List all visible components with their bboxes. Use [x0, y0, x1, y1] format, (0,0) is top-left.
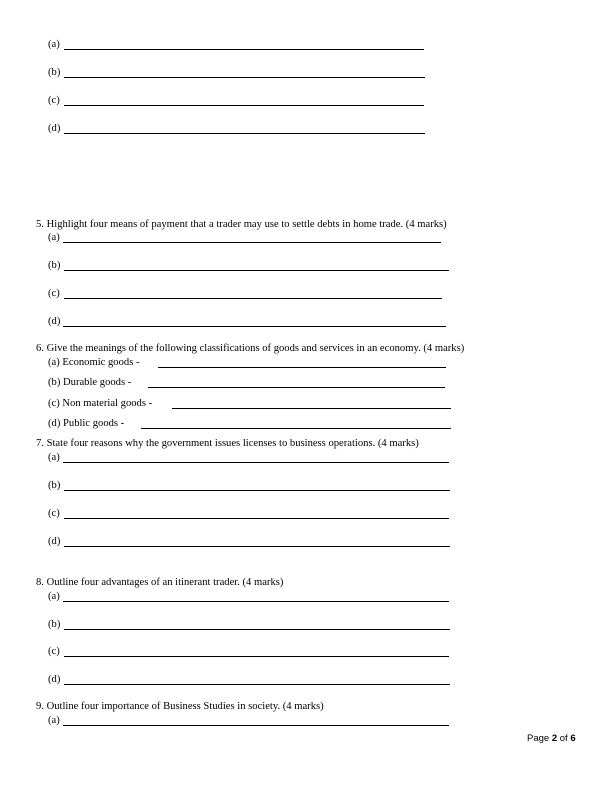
answer-underline: [64, 546, 450, 547]
definition-line-economic-goods[interactable]: [48, 356, 140, 370]
answer-label: (c): [48, 95, 60, 106]
answer-line-d[interactable]: [48, 315, 60, 329]
answer-underline: [64, 629, 450, 630]
answer-label: (b): [48, 67, 61, 78]
answer-underline: [158, 367, 446, 368]
answer-line-a[interactable]: [48, 231, 60, 245]
answer-underline: [64, 270, 449, 271]
answer-label: (d): [48, 674, 61, 685]
of-label: of: [559, 733, 568, 744]
definition-line-non-material-goods[interactable]: [48, 397, 152, 411]
question-9: 9. Outline four importance of Business Studies in society. (4 marks): [36, 701, 324, 712]
answer-underline: [64, 133, 425, 134]
answer-underline: [64, 105, 424, 106]
definition-label: (b) Durable goods -: [48, 377, 132, 388]
answer-label: (a): [48, 591, 60, 602]
answer-label: (a): [48, 232, 60, 243]
answer-underline: [64, 684, 450, 685]
answer-label: (a): [48, 715, 60, 726]
answer-underline: [63, 462, 449, 463]
page-label: Page: [527, 733, 550, 744]
answer-label: (c): [48, 508, 60, 519]
answer-line-a[interactable]: [48, 714, 60, 728]
definition-label: (d) Public goods -: [48, 418, 125, 429]
answer-underline: [64, 518, 449, 519]
answer-label: (b): [48, 619, 61, 630]
answer-line-a[interactable]: [48, 38, 60, 52]
page-footer: [527, 733, 576, 744]
question-5: 5. Highlight four means of payment that a trader may use to settle debts in home trade. (4 marks): [36, 219, 447, 230]
definition-label: (c) Non material goods -: [48, 398, 153, 409]
answer-underline: [148, 387, 445, 388]
definition-line-public-goods[interactable]: [48, 417, 124, 431]
answer-line-b[interactable]: [48, 479, 60, 493]
definition-line-durable-goods[interactable]: [48, 376, 131, 390]
answer-underline: [64, 77, 425, 78]
answer-label: (a): [48, 39, 60, 50]
answer-line-c[interactable]: [48, 507, 60, 521]
answer-underline: [63, 326, 446, 327]
page-number: 2: [551, 733, 558, 744]
answer-label: (b): [48, 260, 61, 271]
answer-label: (d): [48, 316, 61, 327]
answer-line-c[interactable]: [48, 645, 60, 659]
answer-underline: [64, 298, 442, 299]
answer-label: (c): [48, 288, 60, 299]
total-pages: 6: [570, 733, 576, 744]
answer-underline: [63, 242, 441, 243]
answer-underline: [64, 490, 450, 491]
answer-underline: [64, 49, 424, 50]
answer-line-d[interactable]: [48, 122, 60, 136]
answer-label: (c): [48, 646, 60, 657]
answer-underline: [172, 408, 451, 409]
question-6: 6. Give the meanings of the following classifications of goods and services in an economy. (4 marks): [36, 343, 465, 354]
answer-label: (d): [48, 536, 61, 547]
definition-label: (a) Economic goods -: [48, 357, 140, 368]
answer-label: (a): [48, 452, 60, 463]
answer-underline: [63, 601, 449, 602]
answer-line-b[interactable]: [48, 66, 60, 80]
answer-underline: [64, 656, 449, 657]
answer-underline: [141, 428, 451, 429]
question-7: 7. State four reasons why the government issues licenses to business operations. (4 marks): [36, 438, 419, 449]
answer-label: (d): [48, 123, 61, 134]
question-8: 8. Outline four advantages of an itinerant trader. (4 marks): [36, 577, 284, 588]
answer-line-a[interactable]: [48, 590, 60, 604]
answer-line-d[interactable]: [48, 535, 60, 549]
answer-line-a[interactable]: [48, 451, 60, 465]
answer-line-d[interactable]: [48, 673, 60, 687]
answer-line-c[interactable]: [48, 94, 60, 108]
answer-label: (b): [48, 480, 61, 491]
answer-line-c[interactable]: [48, 287, 60, 301]
answer-line-b[interactable]: [48, 259, 60, 273]
answer-line-b[interactable]: [48, 618, 60, 632]
answer-underline: [63, 725, 449, 726]
